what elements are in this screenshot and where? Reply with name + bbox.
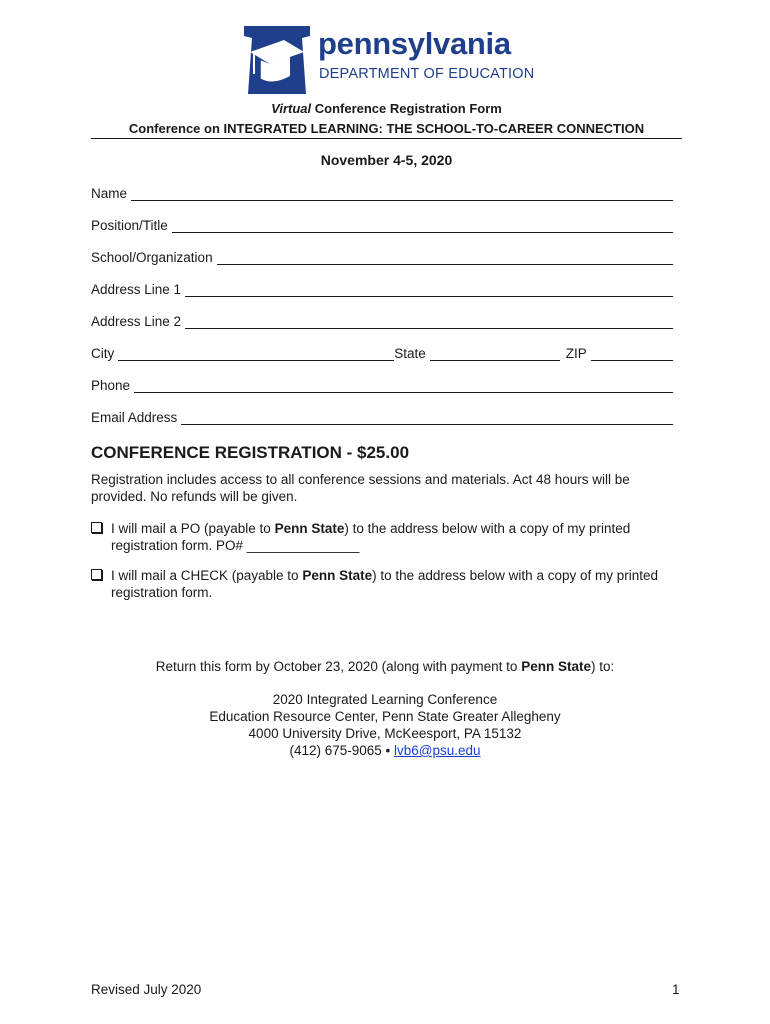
address2-field	[91, 311, 673, 329]
check-text-before: I will mail a CHECK (payable to	[111, 568, 303, 583]
po-checkbox[interactable]	[91, 522, 102, 533]
state-label: State	[394, 346, 426, 361]
title-italic: Virtual	[271, 101, 312, 116]
return-instructions	[91, 658, 679, 675]
po-payee: Penn State	[274, 521, 345, 536]
form-title	[91, 101, 682, 116]
city-input-line[interactable]	[118, 346, 394, 361]
return-text-before: Return this form by October 23, 2020 (along with payment to	[155, 659, 522, 674]
school-label: School/Organization	[91, 250, 213, 265]
return-payee: Penn State	[521, 659, 591, 674]
return-text-after: ) to:	[590, 659, 615, 674]
check-text-after: ) to the address below with a copy of my printed registration form.	[111, 568, 659, 600]
email-field	[91, 407, 673, 425]
position-input-line[interactable]	[172, 218, 673, 233]
school-input-line[interactable]	[217, 250, 673, 265]
address1-label: Address Line 1	[91, 282, 182, 297]
zip-input-line[interactable]	[591, 346, 673, 361]
address2-input-line[interactable]	[185, 314, 673, 329]
position-label: Position/Title	[91, 218, 168, 233]
state-input-line[interactable]	[430, 346, 560, 361]
email-input-line[interactable]	[181, 410, 673, 425]
check-payee: Penn State	[302, 568, 373, 583]
po-option	[111, 520, 671, 554]
revised-date: Revised July 2020	[91, 982, 202, 997]
return-address-line1: 2020 Integrated Learning Conference	[272, 692, 498, 707]
po-text-after: ) to the address below with a copy of my printed registration form. PO# _______________	[111, 521, 631, 553]
check-checkbox[interactable]	[91, 569, 102, 580]
logo-department: DEPARTMENT OF EDUCATION	[319, 66, 535, 82]
position-field	[91, 215, 673, 233]
school-field	[91, 247, 673, 265]
name-label: Name	[91, 186, 128, 201]
return-contact	[91, 742, 679, 759]
logo-wordmark: pennsylvania	[318, 26, 511, 61]
registration-description: Registration includes access to all conference sessions and materials. Act 48 hours will be provided. No refunds will be given.	[91, 472, 630, 504]
address2-label: Address Line 2	[91, 314, 182, 329]
page-number: 1	[672, 982, 680, 997]
return-address-line3: 4000 University Drive, McKeesport, PA 15132	[248, 726, 522, 741]
conference-subtitle: Conference on INTEGRATED LEARNING: THE SCHOOL-TO-CAREER CONNECTION	[91, 121, 682, 139]
phone-input-line[interactable]	[134, 378, 673, 393]
phone-label: Phone	[91, 378, 131, 393]
address1-input-line[interactable]	[185, 282, 673, 297]
title-rest: Conference Registration Form	[311, 101, 502, 116]
po-text-before: I will mail a PO (payable to	[111, 521, 275, 536]
city-label: City	[91, 346, 115, 361]
address1-field	[91, 279, 673, 297]
city-state-zip-field	[91, 343, 673, 361]
name-input-line[interactable]	[131, 186, 673, 201]
return-address-line2: Education Resource Center, Penn State Greater Allegheny	[209, 709, 561, 724]
keystone-graduation-cap-icon	[240, 24, 314, 94]
name-field	[91, 183, 673, 201]
conference-date: November 4-5, 2020	[320, 152, 453, 168]
return-phone: (412) 675-9065 •	[289, 743, 395, 758]
phone-field	[91, 375, 673, 393]
email-label: Email Address	[91, 410, 178, 425]
registration-heading: CONFERENCE REGISTRATION - $25.00	[91, 443, 410, 462]
check-option	[111, 567, 671, 601]
zip-label: ZIP	[565, 346, 587, 361]
return-email-link[interactable]: lvb6@psu.edu	[394, 743, 481, 758]
pa-education-logo	[240, 24, 540, 96]
